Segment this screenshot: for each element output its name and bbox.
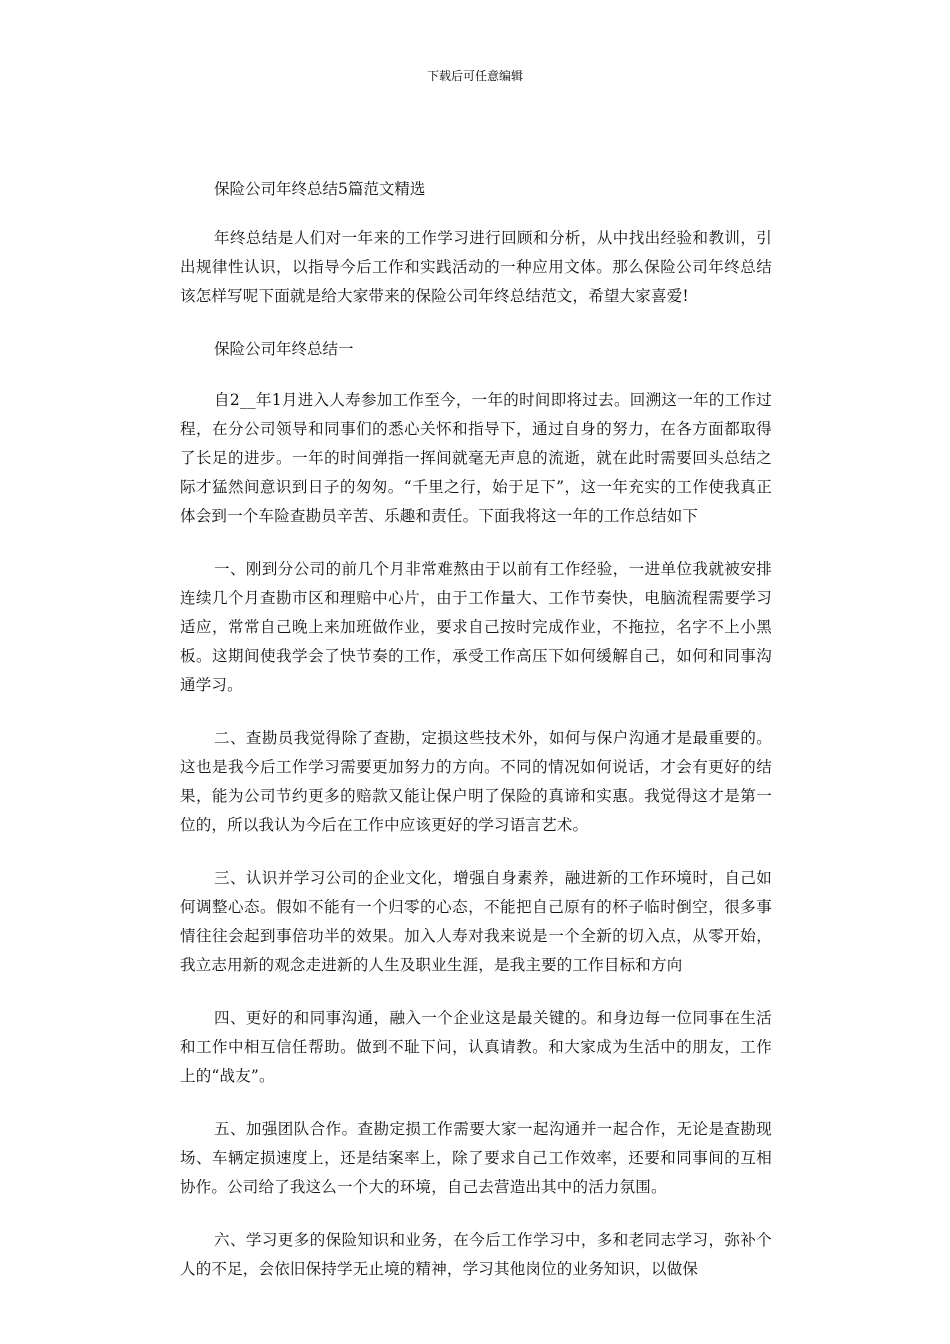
section-title: 保险公司年终总结一 [214,340,354,358]
intro-paragraph: 年终总结是人们对一年来的工作学习进行回顾和分析，从中找出经验和教训，引出规律性认识，以指导今后工作和实践活动的一种应用文体。那么保险公司年终总结该怎样写呢下面就是给大家带来的保险公司年终总结范文，希望大家喜爱! [180,229,772,305]
document-body [180,175,772,1308]
paragraph: 六、学习更多的保险知识和业务，在今后工作学习中，多和老同志学习，弥补个人的不足，会依旧保持学无止境的精神，学习其他岗位的业务知识，以做保 [180,1231,772,1278]
paragraph: 二、查勘员我觉得除了查勘，定损这些技术外，如何与保户沟通才是最重要的。这也是我今后工作学习需要更加努力的方向。不同的情况如何说话，才会有更好的结果，能为公司节约更多的赔款又能让保户明了保险的真谛和实惠。我觉得这才是第一位的，所以我认为今后在工作中应该更好的学习语言艺术。 [180,729,772,834]
paragraph: 三、认识并学习公司的企业文化，增强自身素养，融进新的工作环境时，自己如何调整心态。假如不能有一个归零的心态，不能把自己原有的杯子临时倒空，很多事情往往会起到事倍功半的效果。加入人寿对我来说是一个全新的切入点，从零开始，我立志用新的观念走进新的人生及职业生涯，是我主要的工作目标和方向 [180,869,772,974]
paragraph: 五、加强团队合作。查勘定损工作需要大家一起沟通并一起合作，无论是查勘现场、车辆定损速度上，还是结案率上，除了要求自己工作效率，还要和同事间的互相协作。公司给了我这么一个大的环境，自己去营造出其中的活力氛围。 [180,1120,772,1196]
page-header-note: 下载后可任意编辑 [426,69,523,83]
paragraph: 自2__年1月进入人寿参加工作至今，一年的时间即将过去。回溯这一年的工作过程，在分公司领导和同事们的悉心关怀和指导下，通过自身的努力，在各方面都取得了长足的进步。一年的时间弹指一挥间就毫无声息的流逝，就在此时需要回头总结之际才猛然间意识到日子的匆匆。“千里之行，始于足下”，这一年充实的工作使我真正体会到一个车险查勘员辛苦、乐趣和责任。下面我将这一年的工作总结如下 [180,391,772,525]
paragraph: 四、更好的和同事沟通，融入一个企业这是最关键的。和身边每一位同事在生活和工作中相互信任帮助。做到不耻下问，认真请教。和大家成为生活中的朋友，工作上的“战友”。 [180,1009,772,1085]
document-title: 保险公司年终总结5篇范文精选 [214,180,426,198]
paragraph: 一、刚到分公司的前几个月非常难熬由于以前有工作经验，一进单位我就被安排连续几个月查勘市区和理赔中心片，由于工作量大、工作节奏快，电脑流程需要学习适应，常常自己晚上来加班做作业，要求自己按时完成作业，不拖拉，名字不上小黑板。这期间使我学会了快节奏的工作，承受工作高压下如何缓解自己，如何和同事沟通学习。 [180,560,772,694]
